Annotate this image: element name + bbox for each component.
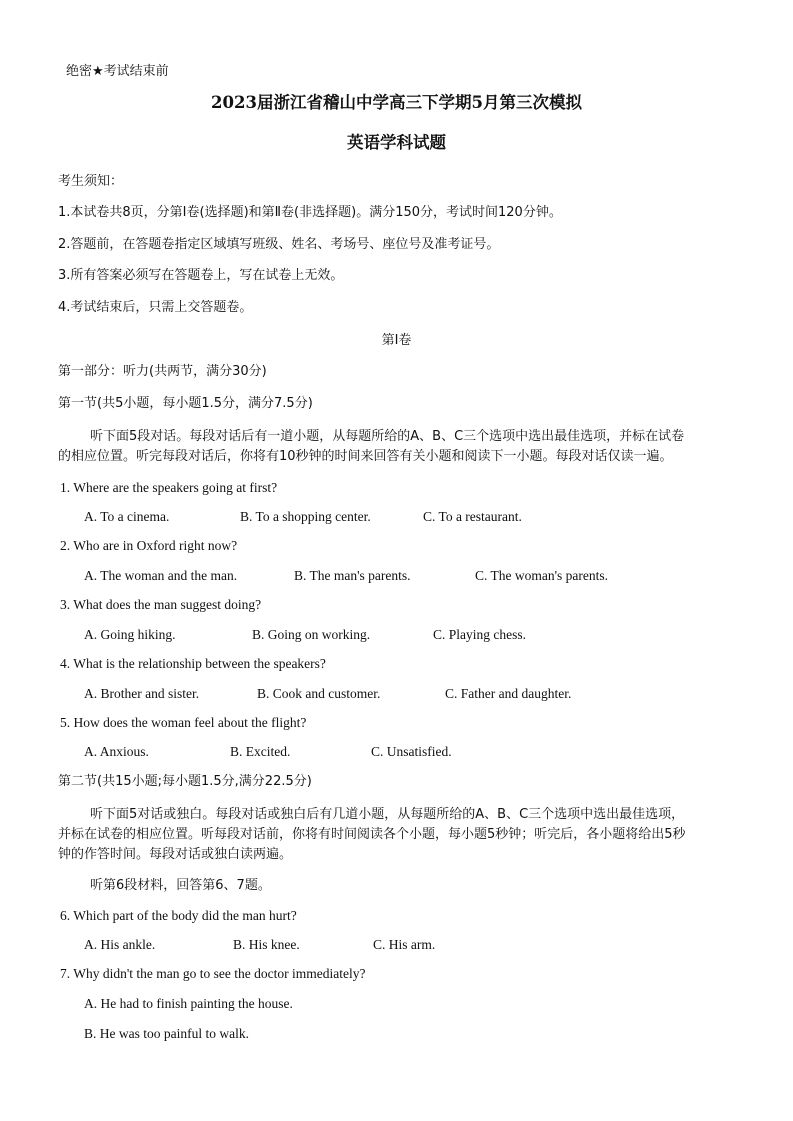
- section1-instructions: 听下面5段对话。每段对话后有一道小题，从每题所给的A、B、C三个选项中选出最佳选项，并标在试卷: [90, 429, 685, 444]
- option-c: C. His arm.: [373, 937, 436, 952]
- material-6-note: 听第6段材料，回答第6、7题。: [90, 878, 271, 893]
- question-3: 3. What does the man suggest doing?: [60, 597, 262, 612]
- option-c: C. The woman's parents.: [475, 568, 609, 583]
- option-a: A. Brother and sister.: [84, 686, 200, 701]
- section2-heading: 第二节(共15小题;每小题1.5分,满分22.5分): [58, 774, 312, 789]
- option-a: A. The woman and the man.: [84, 568, 238, 583]
- option-a: A. Anxious.: [84, 744, 149, 759]
- exam-subtitle: 英语学科试题: [347, 133, 446, 152]
- question-6: 6. Which part of the body did the man hurt?: [60, 908, 297, 923]
- option-a: A. His ankle.: [84, 937, 156, 952]
- option-c: C. To a restaurant.: [423, 509, 522, 524]
- notice-heading: 考生须知：: [58, 174, 124, 189]
- option-b: B. To a shopping center.: [240, 509, 371, 524]
- option-b: B. His knee.: [233, 937, 300, 952]
- secret-label: 绝密★考试结束前: [66, 64, 169, 79]
- option-b: B. He was too painful to walk.: [84, 1026, 249, 1041]
- notice-item: 4.考试结束后，只需上交答题卷。: [58, 300, 253, 315]
- section2-instructions: 并标在试卷的相应位置。听每段对话前，你将有时间阅读各个小题，每小题5秒钟；听完后，各小题将给出5秒: [58, 827, 686, 842]
- notice-item: 1.本试卷共8页，分第Ⅰ卷(选择题)和第Ⅱ卷(非选择题)。满分150分，考试时间120分钟。: [58, 205, 562, 220]
- section1-heading: 第一节(共5小题，每小题1.5分，满分7.5分): [58, 396, 313, 411]
- option-a: A. Going hiking.: [84, 627, 176, 642]
- option-b: B. Excited.: [230, 744, 291, 759]
- option-b: B. The man's parents.: [294, 568, 411, 583]
- question-4: 4. What is the relationship between the speakers?: [60, 656, 326, 671]
- option-c: C. Father and daughter.: [445, 686, 572, 701]
- option-a: A. He had to finish painting the house.: [84, 996, 293, 1011]
- part1-heading: 第一部分：听力(共两节，满分30分): [58, 364, 267, 379]
- option-c: C. Unsatisfied.: [371, 744, 452, 759]
- question-2: 2. Who are in Oxford right now?: [60, 538, 238, 553]
- question-5: 5. How does the woman feel about the flight?: [60, 715, 307, 730]
- exam-title: 2023届浙江省稽山中学高三下学期5月第三次模拟: [211, 93, 582, 112]
- option-c: C. Playing chess.: [433, 627, 526, 642]
- option-a: A. To a cinema.: [84, 509, 170, 524]
- volume-label: 第Ⅰ卷: [381, 333, 412, 348]
- question-1: 1. Where are the speakers going at first?: [60, 480, 278, 495]
- notice-item: 3.所有答案必须写在答题卷上，写在试卷上无效。: [58, 268, 344, 283]
- section2-instructions: 钟的作答时间。每段对话或独白读两遍。: [58, 847, 293, 862]
- section2-instructions: 听下面5对话或独白。每段对话或独白后有几道小题，从每题所给的A、B、C三个选项中选出最佳选项，: [90, 807, 685, 822]
- option-b: B. Cook and customer.: [257, 686, 381, 701]
- section1-instructions: 的相应位置。听完每段对话后，你将有10秒钟的时间来回答有关小题和阅读下一小题。每段对话仅读一遍。: [58, 449, 673, 464]
- option-b: B. Going on working.: [252, 627, 371, 642]
- question-7: 7. Why didn't the man go to see the doctor immediately?: [60, 966, 366, 981]
- notice-item: 2.答题前，在答题卷指定区域填写班级、姓名、考场号、座位号及准考证号。: [58, 237, 500, 252]
